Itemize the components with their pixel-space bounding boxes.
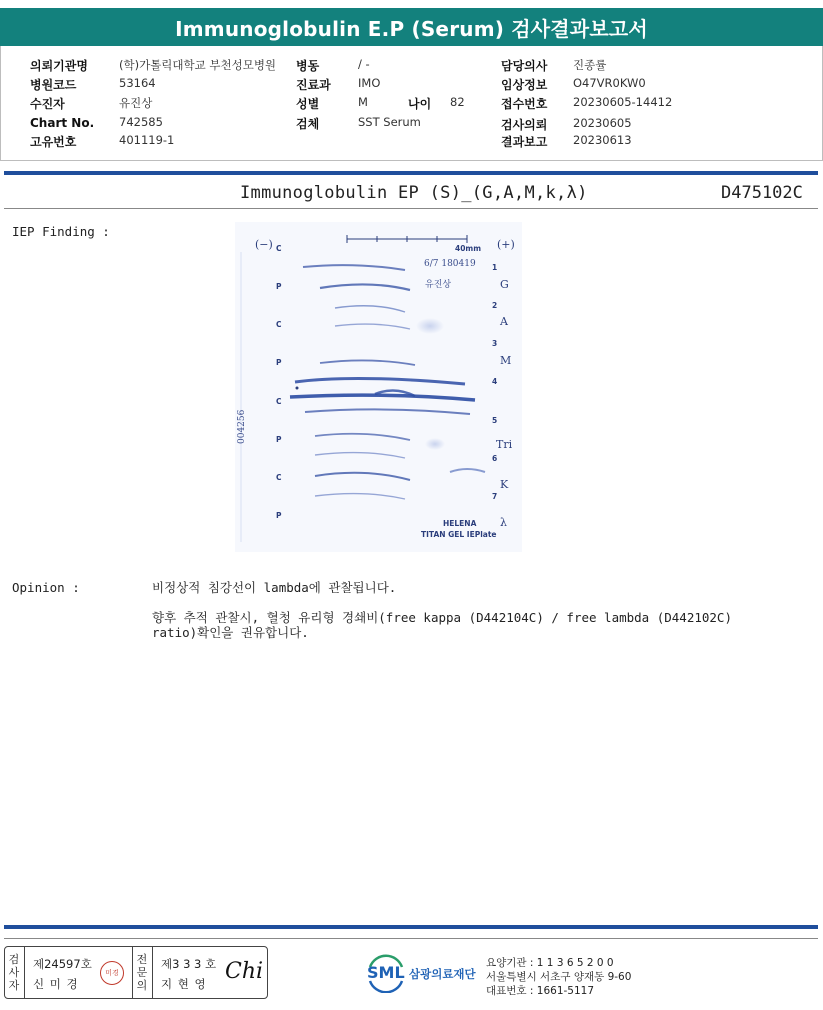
hospital-value: (학)가톨릭대학교 부천성모병원 (119, 58, 277, 72)
antiserum-label: G (500, 278, 509, 291)
well-number: 6 (492, 454, 498, 463)
report-date-value: 20230613 (573, 133, 632, 147)
sml-logo-text: SML (367, 963, 405, 982)
lane-marker: C (276, 320, 282, 329)
request-label: 검사의뢰 (501, 118, 548, 132)
gel-minus-label: (−) (255, 238, 273, 251)
doctor-value: 진종률 (573, 58, 607, 72)
antiserum-label: A (500, 315, 508, 328)
age-label: 나이 (408, 97, 432, 111)
inspector-name: 신 미 경 (33, 977, 79, 991)
report-title: Immunoglobulin E.P (Serum) 검사결과보고서 (0, 8, 823, 46)
clinical-label: 임상정보 (501, 78, 548, 92)
unique-value: 401119-1 (119, 133, 175, 147)
clinical-value: O47VR0KW0 (573, 76, 646, 90)
sig-divider (152, 947, 153, 998)
receipt-label: 접수번호 (501, 97, 548, 111)
header-left-border (0, 46, 1, 161)
patient-label: 수진자 (30, 97, 65, 111)
dept-value: IMO (358, 76, 381, 90)
ward-value: / - (358, 57, 370, 71)
signature-box (4, 946, 268, 999)
specialist-name: 지 현 영 (161, 977, 207, 991)
chart-value: 742585 (119, 115, 163, 129)
specialist-signature: Chi (225, 959, 264, 984)
antiserum-label: K (500, 478, 509, 491)
well-number: 1 (492, 263, 498, 272)
sml-logo (366, 953, 406, 993)
sex-label: 성별 (296, 97, 320, 111)
inspector-stamp-text: 미경 (105, 969, 119, 977)
sig-divider (132, 947, 133, 998)
gel-date-text: 6/7 180419 (424, 259, 476, 269)
test-title-divider (4, 208, 818, 209)
sig-divider (24, 947, 25, 998)
specimen-value: SST Serum (358, 115, 421, 129)
request-value: 20230605 (573, 116, 632, 130)
bottom-blue-rule (4, 925, 818, 929)
well-number: 5 (492, 416, 498, 425)
care-number: 요양기관 : 1 1 3 6 5 2 0 0 (486, 957, 614, 969)
age-value: 82 (450, 95, 465, 109)
inspector-label: 검 사 자 (8, 953, 20, 992)
opinion-line-3: ratio)확인을 권유합니다. (152, 625, 309, 640)
iep-finding-label: IEP Finding : (12, 224, 110, 239)
specialist-label: 전 문 의 (136, 953, 148, 992)
lane-marker: C (276, 473, 282, 482)
hospital-code-value: 53164 (119, 76, 156, 90)
chart-label: Chart No. (30, 116, 95, 130)
test-name: Immunoglobulin EP (S)_(G,A,M,k,λ) (240, 183, 588, 203)
unique-label: 고유번호 (30, 135, 77, 149)
doctor-label: 담당의사 (501, 59, 548, 73)
org-name: 삼광의료재단 (409, 967, 476, 981)
gel-drawing (235, 222, 522, 552)
lane-marker: P (276, 358, 282, 367)
lane-marker: P (276, 511, 282, 520)
antiserum-label: M (500, 354, 512, 367)
gel-patient-text: 유진상 (425, 280, 452, 290)
receipt-value: 20230605-14412 (573, 95, 673, 109)
gel-brand: HELENA (443, 519, 477, 528)
gel-plus-label: (+) (497, 238, 515, 251)
antiserum-label: λ (500, 516, 507, 529)
dept-label: 진료과 (296, 78, 331, 92)
footer-divider (4, 938, 818, 939)
inspector-stamp (100, 961, 124, 985)
sex-value: M (358, 95, 368, 109)
opinion-line-2: 향후 추적 관찰시, 혈청 유리형 경쇄비(free kappa (D442104C) / free lambda (D442102C) (152, 610, 732, 625)
well-number: 7 (492, 492, 498, 501)
header-divider (0, 160, 823, 161)
test-code: D475102C (721, 183, 803, 203)
phone: 대표번호 : 1661-5117 (486, 985, 595, 997)
top-blue-rule (4, 171, 818, 175)
opinion-label: Opinion : (12, 580, 80, 595)
report-date-label: 결과보고 (501, 135, 548, 149)
address: 서울특별시 서초구 양재동 9-60 (486, 971, 632, 983)
antiserum-label: Tri (496, 438, 513, 451)
specimen-label: 검체 (296, 117, 320, 131)
patient-name: 유진상 (119, 96, 153, 110)
gel-side-id: 004256 (237, 409, 247, 444)
lane-marker: C (276, 397, 282, 406)
lane-marker: P (276, 282, 282, 291)
opinion-line-1: 비정상적 침강선이 lambda에 관찰됩니다. (152, 580, 397, 595)
gel-product: TITAN GEL IEPlate (421, 530, 497, 539)
specialist-number: 제3 3 3 호 (161, 957, 217, 971)
ward-label: 병동 (296, 59, 320, 73)
well-number: 4 (492, 377, 498, 386)
gel-scale-label: 40mm (455, 244, 482, 253)
well-number: 2 (492, 301, 498, 310)
hospital-code-label: 병원코드 (30, 78, 77, 92)
hospital-label: 의뢰기관명 (30, 59, 88, 73)
iep-gel-image (235, 222, 522, 552)
lane-marker: C (276, 244, 282, 253)
inspector-number: 제24597호 (33, 957, 92, 971)
well-number: 3 (492, 339, 498, 348)
lane-marker: P (276, 435, 282, 444)
